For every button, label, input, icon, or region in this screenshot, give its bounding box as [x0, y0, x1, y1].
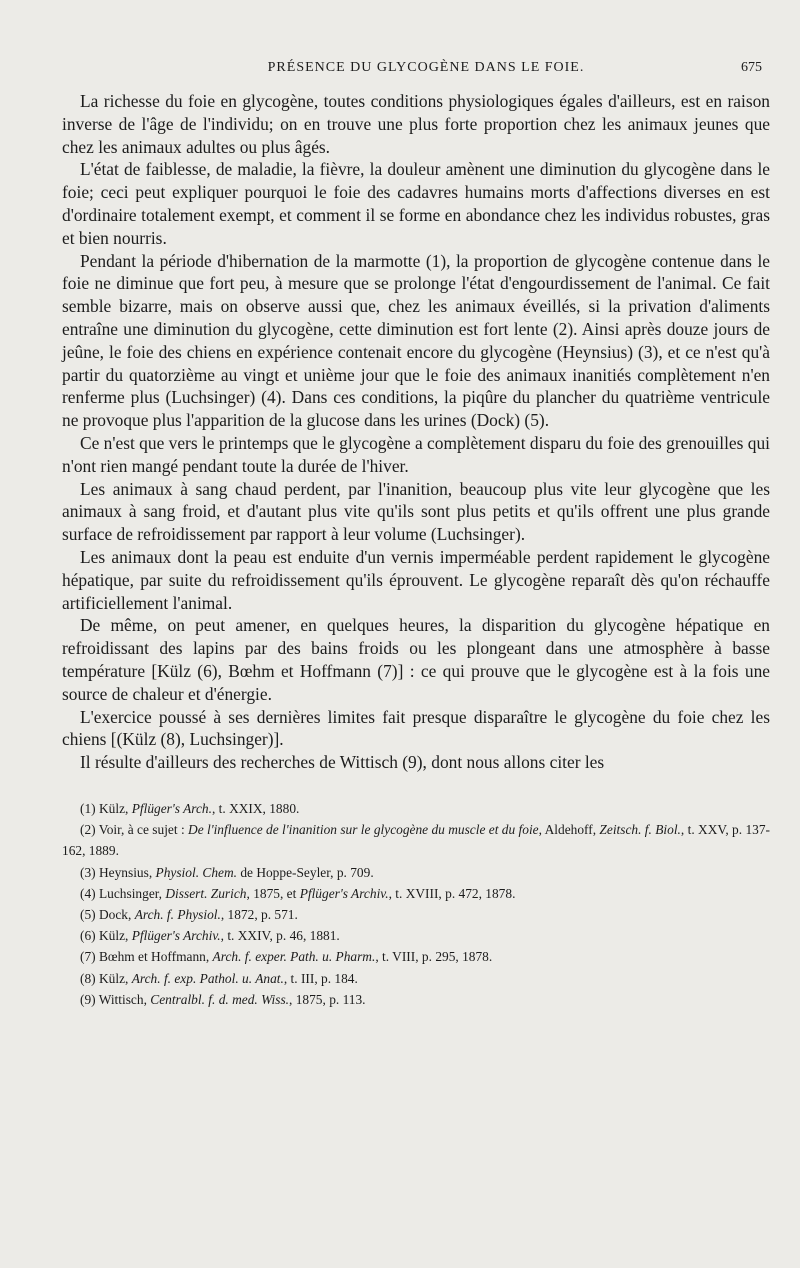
footnote: (6) Külz, Pflüger's Archiv., t. XXIV, p. 46, 1881.	[80, 928, 340, 944]
footnote: (7) Bœhm et Hoffmann, Arch. f. exper. Path. u. Pharm., t. VIII, p. 295, 1878.	[80, 949, 493, 965]
citation-title: De l'influence de l'inanition sur le glycogène du muscle et du foie	[188, 822, 539, 838]
footnote-number: (9)	[80, 991, 96, 1007]
body-text	[62, 90, 770, 774]
footnote-number: (1)	[80, 800, 96, 816]
citation-journal: Centralbl. f. d. med. Wiss.	[150, 991, 290, 1007]
footnote: (9) Wittisch, Centralbl. f. d. med. Wiss., 1875, p. 113.	[80, 991, 366, 1007]
citation-journal: Pflüger's Archiv.	[131, 928, 221, 944]
footnote-number: (6)	[80, 928, 96, 944]
footnote: (1) Külz, Pflüger's Arch., t. XXIX, 1880.	[80, 800, 300, 816]
paragraph: De même, on peut amener, en quelques heures, la disparition du glycogène hépatique en refroidissant des lapins par des bains froids ou les plongeant dans une atmosphère à basse température [Külz (6), Bœhm et Hoffmann (7)] : ce qui prouve que le glycogène est à la fois une source de chaleur et d'énergie.	[62, 615, 770, 704]
footnote-number: (3)	[80, 864, 96, 880]
footnote: (4) Luchsinger, Dissert. Zurich, 1875, et Pflüger's Archiv., t. XVIII, p. 472, 1878.	[80, 885, 516, 901]
footnote: (8) Külz, Arch. f. exp. Pathol. u. Anat., t. III, p. 184.	[80, 970, 358, 986]
running-title: PRÉSENCE DU GLYCOGÈNE DANS LE FOIE.	[267, 60, 585, 75]
citation-journal: Physiol. Chem.	[155, 864, 237, 880]
page-number: 675	[741, 60, 762, 75]
footnote-number: (5)	[80, 906, 96, 922]
citation-journal: Arch. f. Physiol.	[134, 906, 221, 922]
footnote-number: (7)	[80, 949, 96, 965]
citation-journal: Zeitsch. f. Biol.	[599, 822, 681, 838]
footnote: (2) Voir, à ce sujet : De l'influence de l'inanition sur le glycogène du muscle et du foie, Aldehoff, Zeitsch. f. Biol., t. XXV, p. 137-162, 1889.	[62, 822, 770, 859]
paragraph: Pendant la période d'hibernation de la marmotte (1), la proportion de glycogène contenue dans le foie ne diminue que fort peu, à mesure que se prolonge l'état d'engourdissement de l'animal. Ce fait semble bizarre, mais on observe aussi que, chez les animaux éveillés, si la privation d'aliments entraîne une diminution du glycogène, cette diminution est fort lente (2). Ainsi après douze jours de jeûne, le foie des chiens en expérience contenait encore du glycogène (Heynsius) (3), et ce n'est qu'à partir du quatorzième au vingt et unième jour que le foie des animaux inanitiés complètement n'en renferme plus (Luchsinger) (4). Dans ces conditions, la piqûre du plancher du quatrième ventricule ne provoque plus l'apparition de la glucose dans les urines (Dock) (5).	[62, 250, 770, 431]
footnote-number: (4)	[80, 885, 96, 901]
citation-journal: Arch. f. exp. Pathol. u. Anat.	[131, 970, 284, 986]
running-head	[62, 56, 770, 84]
paragraph: Les animaux dont la peau est enduite d'un vernis imperméable perdent rapidement le glycogène hépatique, par suite du refroidissement qu'ils éprouvent. Le glycogène reparaît dès qu'on réchauffe artificiellement l'animal.	[62, 546, 770, 613]
citation-journal: Dissert. Zurich	[165, 885, 247, 901]
paragraph: Ce n'est que vers le printemps que le glycogène a complètement disparu du foie des grenouilles qui n'ont rien mangé pendant toute la durée de l'hiver.	[62, 432, 770, 476]
citation-journal: Arch. f. exper. Path. u. Pharm.	[212, 949, 376, 965]
citation-journal: Pflüger's Archiv.	[299, 885, 389, 901]
paragraph: L'état de faiblesse, de maladie, la fièvre, la douleur amènent une diminution du glycogène dans le foie; ceci peut expliquer pourquoi le foie des cadavres humains morts d'affections diverses en est d'ordinaire totalement exempt, et comment il se forme en abondance chez les individus robustes, gras et bien nourris.	[62, 159, 770, 248]
footnote-number: (8)	[80, 970, 96, 986]
footnote: (5) Dock, Arch. f. Physiol., 1872, p. 571.	[80, 906, 298, 922]
footnote: (3) Heynsius, Physiol. Chem. de Hoppe-Seyler, p. 709.	[80, 864, 374, 880]
paragraph: Les animaux à sang chaud perdent, par l'inanition, beaucoup plus vite leur glycogène que les animaux à sang froid, et d'autant plus vite qu'ils sont plus petits et qu'ils offrent une plus grande surface de refroidissement par rapport à leur volume (Luchsinger).	[62, 478, 770, 545]
paragraph: Il résulte d'ailleurs des recherches de Wittisch (9), dont nous allons citer les	[80, 752, 605, 773]
paragraph: La richesse du foie en glycogène, toutes conditions physiologiques égales d'ailleurs, est en raison inverse de l'âge de l'individu; on en trouve une plus forte proportion chez les animaux jeunes que chez les animaux adultes ou plus âgés.	[62, 91, 770, 157]
footnotes	[62, 798, 770, 1010]
paragraph: L'exercice poussé à ses dernières limites fait presque disparaître le glycogène du foie chez les chiens [(Külz (8), Luchsinger)].	[62, 706, 770, 750]
footnote-number: (2)	[80, 822, 96, 838]
citation-journal: Pflüger's Arch.	[131, 800, 212, 816]
